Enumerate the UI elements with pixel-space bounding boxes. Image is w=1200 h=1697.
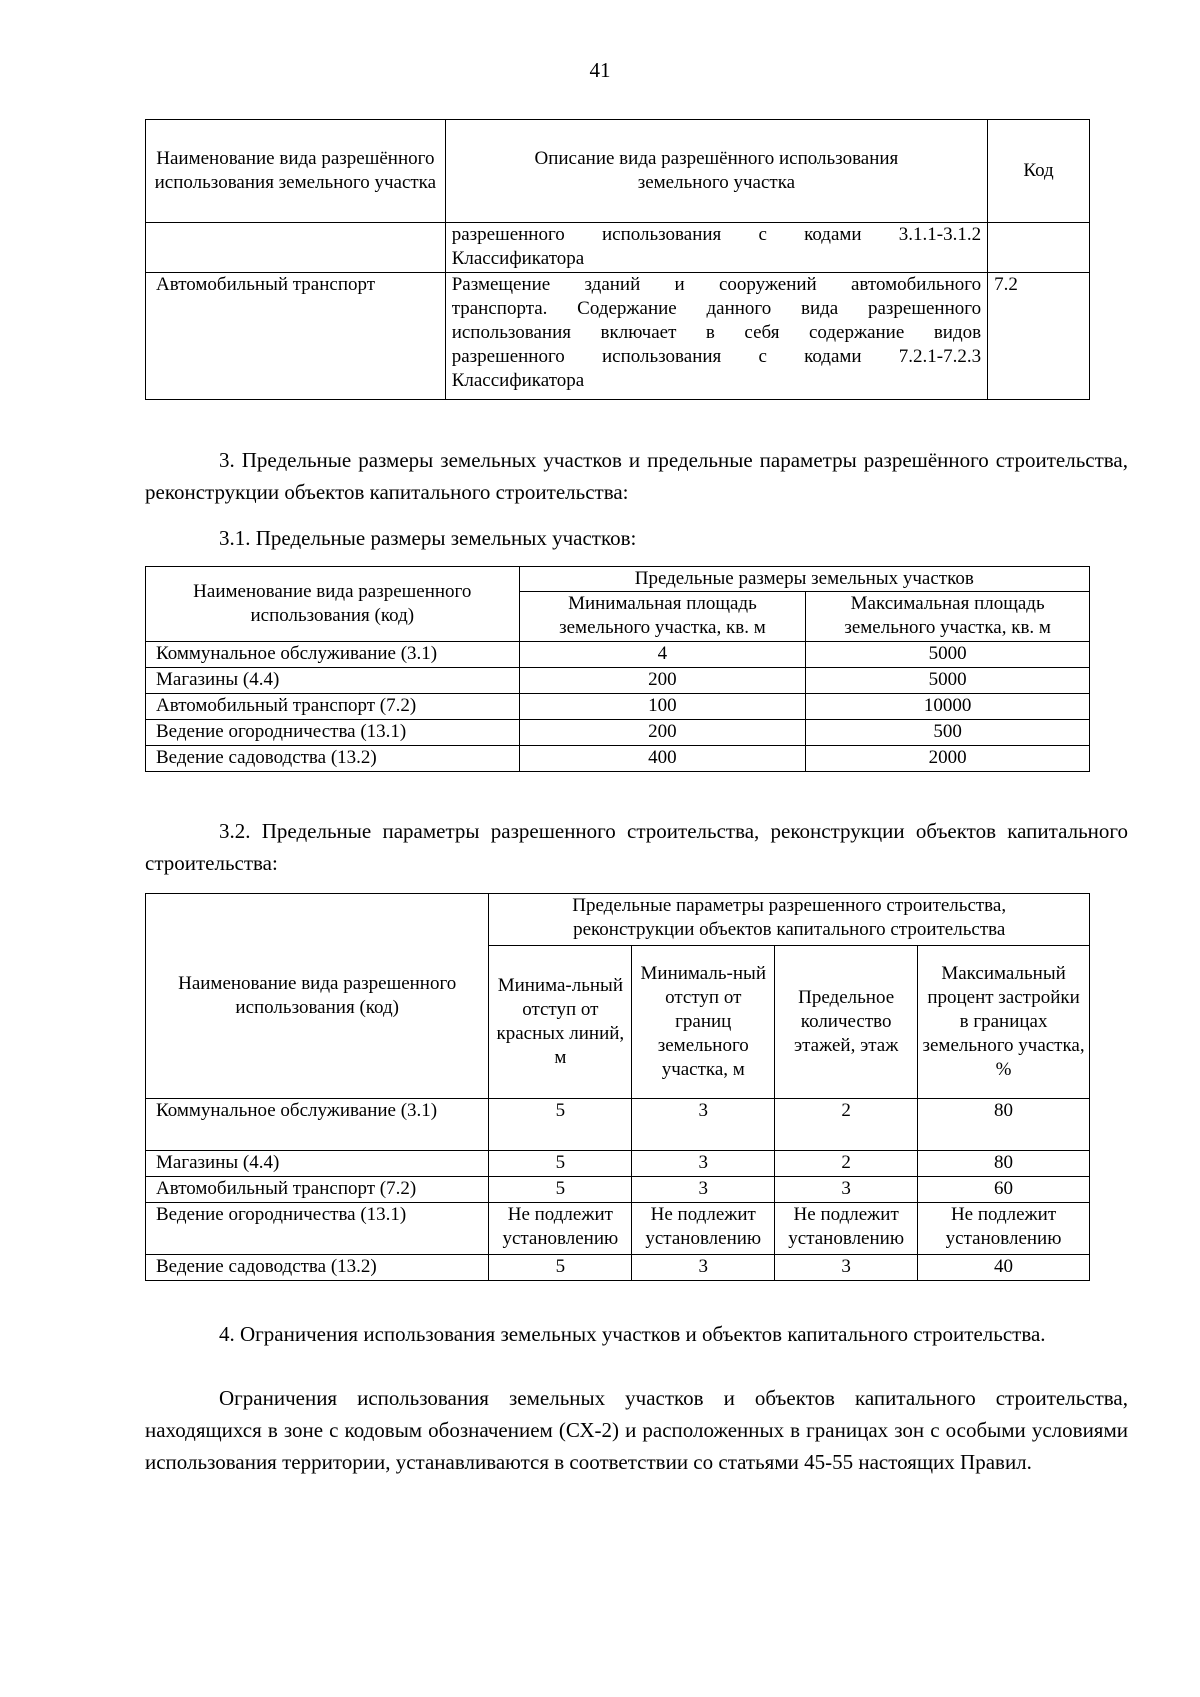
cell-c3: 2 [775, 1151, 918, 1177]
table-row [146, 642, 1090, 668]
cell-max: 2000 [806, 746, 1090, 772]
cell-c4: 60 [918, 1177, 1090, 1203]
table-row [146, 694, 1090, 720]
cell-c4: 40 [918, 1255, 1090, 1281]
cell-name: Магазины (4.4) [146, 1151, 489, 1177]
cell-c4: 80 [918, 1151, 1090, 1177]
cell-name: Коммунальное обслуживание (3.1) [146, 1099, 489, 1151]
cell-c1: 5 [489, 1255, 632, 1281]
section-4-heading: 4. Ограничения использования земельных участков и объектов капитального строительства. [219, 1322, 1046, 1346]
table-row [146, 1099, 1090, 1151]
header-boundary-offset: Минималь-ный отступ от границ земельного участка, м [632, 946, 775, 1099]
cell-c3: 3 [775, 1177, 918, 1203]
cell-c2: 3 [632, 1177, 775, 1203]
table-row [146, 720, 1090, 746]
cell-c1: 5 [489, 1151, 632, 1177]
header-description: Описание вида разрешённого использования земельного участка [445, 120, 987, 223]
cell-name: Коммунальное обслуживание (3.1) [146, 642, 520, 668]
cell-c2: 3 [632, 1255, 775, 1281]
cell-name: Автомобильный транспорт (7.2) [146, 694, 520, 720]
header-name: Наименование вида разрешенного использования (код) [146, 894, 489, 1099]
section-3-2-heading: 3.2. Предельные параметры разрешенного строительства, реконструкции объектов капитального строительства: [145, 819, 1128, 875]
table-plot-sizes [145, 566, 1090, 772]
table-row [146, 746, 1090, 772]
header-min-area: Минимальная площадь земельного участка, кв. м [519, 592, 806, 642]
section-4-body: Ограничения использования земельных участков и объектов капитального строительства, находящихся в зоне с кодовым обозначением (СХ-2) и расположенных в границах зон с особыми условиями использования территории, устанавливаются в соответствии со статьями 45-55 настоящих Правил. [145, 1386, 1128, 1474]
cell-c1: 5 [489, 1099, 632, 1151]
table-header-row [146, 567, 1090, 592]
cell-name: Ведение садоводства (13.2) [146, 746, 520, 772]
cell-max: 5000 [806, 668, 1090, 694]
table-row [146, 1177, 1090, 1203]
header-group: Предельные размеры земельных участков [519, 567, 1089, 592]
table-row [146, 273, 1090, 400]
header-name: Наименование вида разрешённого использования земельного участка [146, 120, 446, 223]
cell-min: 4 [519, 642, 806, 668]
table-row [146, 223, 1090, 273]
desc-line: Классификатора [451, 370, 585, 391]
cell-name: Магазины (4.4) [146, 668, 520, 694]
cell-max: 5000 [806, 642, 1090, 668]
cell-c1: Не подлежит установлению [489, 1203, 632, 1255]
cell-name: Ведение садоводства (13.2) [146, 1255, 489, 1281]
cell-min: 200 [519, 720, 806, 746]
table-row [146, 1203, 1090, 1255]
header-group: Предельные параметры разрешенного строительства, реконструкции объектов капитального строительства [489, 894, 1090, 946]
cell-c3: 2 [775, 1099, 918, 1151]
section-3-1-heading: 3.1. Предельные размеры земельных участков: [219, 526, 637, 550]
table-construction-params [145, 893, 1090, 1281]
table-row [146, 668, 1090, 694]
cell-c2: 3 [632, 1151, 775, 1177]
desc-line: разрешенного использования с кодами 7.2.1-7.2.3 [451, 346, 982, 367]
table-header-row [146, 894, 1090, 946]
header-max-coverage: Максимальный процент застройки в границах земельного участка, % [918, 946, 1090, 1099]
desc-line: разрешенного использования с кодами 3.1.1-3.1.2 [451, 224, 982, 245]
cell-c2: Не подлежит установлению [632, 1203, 775, 1255]
cell-code [988, 223, 1090, 273]
cell-c3: 3 [775, 1255, 918, 1281]
cell-description [445, 273, 987, 400]
cell-c4: Не подлежит установлению [918, 1203, 1090, 1255]
table-header-row [146, 120, 1090, 223]
cell-max: 500 [806, 720, 1090, 746]
header-red-line-offset: Минима-льный отступ от красных линий, м [489, 946, 632, 1099]
cell-description [445, 223, 987, 273]
cell-code: 7.2 [988, 273, 1090, 400]
desc-line: Размещение зданий и сооружений автомобильного [451, 274, 982, 295]
cell-name: Автомобильный транспорт [146, 273, 446, 400]
cell-name [146, 223, 446, 273]
cell-name: Автомобильный транспорт (7.2) [146, 1177, 489, 1203]
desc-line: использования включает в себя содержание видов [451, 322, 982, 343]
desc-line: транспорта. Содержание данного вида разрешенного [451, 298, 982, 319]
desc-line: Классификатора [451, 248, 585, 269]
page-number: 41 [589, 58, 611, 82]
header-name: Наименование вида разрешенного использования (код) [146, 567, 520, 642]
cell-min: 400 [519, 746, 806, 772]
cell-min: 200 [519, 668, 806, 694]
cell-c1: 5 [489, 1177, 632, 1203]
cell-name: Ведение огородничества (13.1) [146, 1203, 489, 1255]
cell-max: 10000 [806, 694, 1090, 720]
table-row [146, 1255, 1090, 1281]
cell-c4: 80 [918, 1099, 1090, 1151]
cell-c3: Не подлежит установлению [775, 1203, 918, 1255]
cell-min: 100 [519, 694, 806, 720]
header-floors: Предельное количество этажей, этаж [775, 946, 918, 1099]
table-permitted-use [145, 119, 1090, 400]
cell-c2: 3 [632, 1099, 775, 1151]
table-row [146, 1151, 1090, 1177]
header-code: Код [988, 120, 1090, 223]
header-max-area: Максимальная площадь земельного участка, кв. м [806, 592, 1090, 642]
cell-name: Ведение огородничества (13.1) [146, 720, 520, 746]
section-3-heading: 3. Предельные размеры земельных участков и предельные параметры разрешённого строительства, реконструкции объектов капитального строительства: [145, 448, 1128, 504]
